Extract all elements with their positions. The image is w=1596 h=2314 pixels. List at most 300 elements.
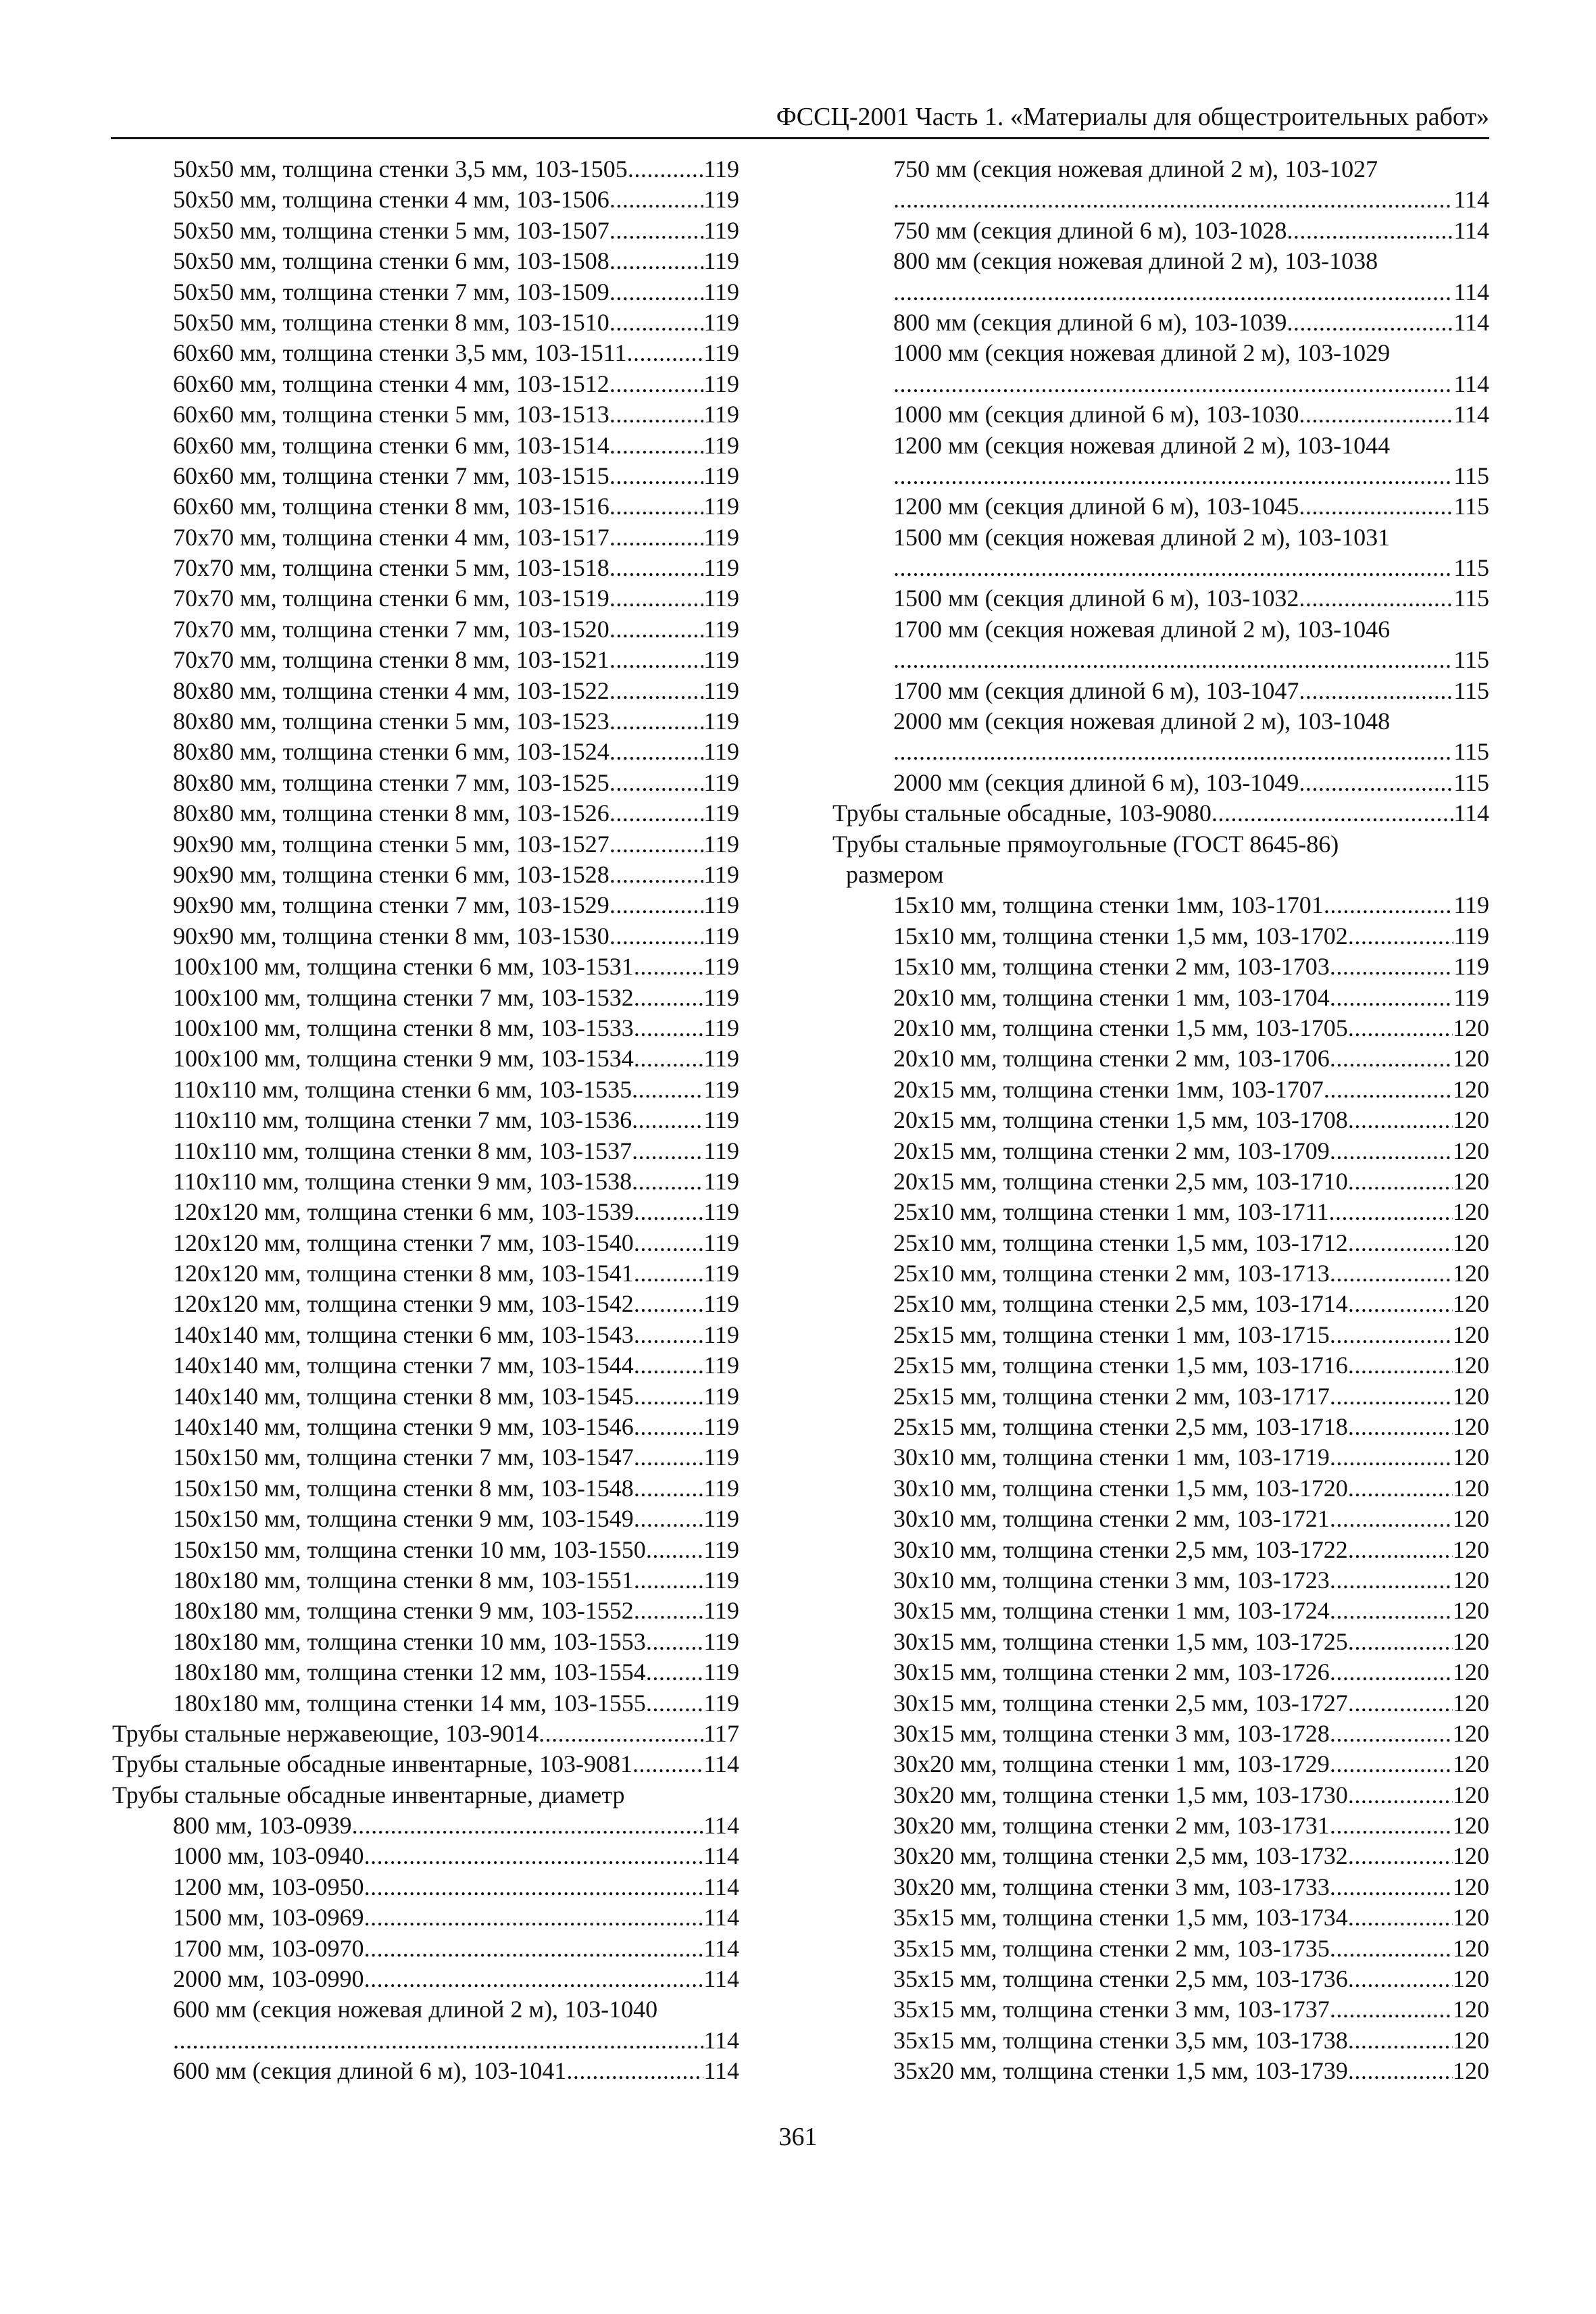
index-entry-page: 119 [1453, 983, 1489, 1011]
index-entry-page: 120 [1453, 1137, 1489, 1164]
index-column-left [112, 154, 739, 2087]
index-entry-page: 119 [703, 1260, 739, 1287]
index-entry [832, 1075, 1489, 1105]
index-entry [112, 1688, 739, 1719]
index-entry-label: 140x140 мм, толщина стенки 9 мм, 103-1546 [173, 1413, 634, 1441]
dot-leader [634, 1412, 704, 1442]
index-entry-label: 180x180 мм, толщина стенки 8 мм, 103-1551 [173, 1566, 634, 1594]
index-entry [112, 583, 739, 614]
index-entry [832, 1136, 1489, 1166]
dot-leader [893, 645, 1453, 675]
index-entry [832, 1902, 1489, 1933]
index-entry-label: 80x80 мм, толщина стенки 8 мм, 103-1526 [173, 799, 609, 827]
dot-leader [1348, 1412, 1453, 1442]
index-entry-label: 1000 мм (секция длиной 6 м), 103-1030 [893, 401, 1299, 428]
index-entry-page: 120 [1453, 1658, 1489, 1686]
index-entry [112, 277, 739, 307]
index-entry-page: 114 [703, 1842, 739, 1870]
index-entry [832, 553, 1489, 583]
index-entry [832, 1473, 1489, 1504]
index-entry-label: 15x10 мм, толщина стенки 2 мм, 103-1703 [893, 953, 1330, 981]
index-entry-label: 35x15 мм, толщина стенки 3 мм, 103-1737 [893, 1996, 1330, 2023]
index-entry-page: 119 [703, 308, 739, 336]
index-entry-label: 50x50 мм, толщина стенки 5 мм, 103-1507 [173, 216, 609, 244]
index-entry [112, 860, 739, 890]
index-entry-label: 30x10 мм, толщина стенки 1,5 мм, 103-1720 [893, 1474, 1348, 1502]
index-entry-page: 120 [1453, 1505, 1489, 1533]
dot-leader [1330, 1381, 1453, 1412]
index-entry-label: 35x15 мм, толщина стенки 3,5 мм, 103-1738 [893, 2026, 1348, 2054]
index-entry [112, 1075, 739, 1105]
index-entry-page: 114 [703, 1873, 739, 1900]
index-entry-label: 30x15 мм, толщина стенки 2,5 мм, 103-1727 [893, 1689, 1348, 1717]
index-entry-label: 1500 мм (секция ножевая длиной 2 м), 103-1031 [893, 523, 1391, 551]
index-entry [832, 1627, 1489, 1657]
index-entry-label: 1700 мм (секция длиной 6 м), 103-1047 [893, 676, 1299, 704]
index-entry-page: 119 [703, 186, 739, 214]
index-entry-page: 119 [703, 1566, 739, 1594]
index-entry-page: 120 [1453, 1597, 1489, 1625]
index-entry-page: 119 [703, 1014, 739, 1041]
dot-leader [609, 369, 704, 399]
index-entry-page: 120 [1453, 1904, 1489, 1931]
index-entry-page: 119 [703, 1627, 739, 1655]
dot-leader [609, 614, 704, 645]
index-entry-label: 30x10 мм, толщина стенки 2,5 мм, 103-1722 [893, 1535, 1348, 1563]
index-entry-label: 30x20 мм, толщина стенки 2,5 мм, 103-1732 [893, 1842, 1348, 1870]
index-entry-label: 1200 мм (секция длиной 6 м), 103-1045 [893, 493, 1299, 520]
index-entry-page: 120 [1453, 1075, 1489, 1103]
index-entry [112, 1442, 739, 1473]
index-entry-label: 600 мм (секция ножевая длиной 2 м), 103-1040 [173, 1996, 658, 2023]
dot-leader [1330, 1811, 1453, 1841]
index-entry-label: 50x50 мм, толщина стенки 4 мм, 103-1506 [173, 186, 609, 214]
index-entry [832, 583, 1489, 614]
index-entry-page: 120 [1453, 1290, 1489, 1318]
index-entry-label: 15x10 мм, толщина стенки 1мм, 103-1701 [893, 891, 1324, 919]
dot-leader [893, 737, 1453, 767]
index-entry-label: 70x70 мм, толщина стенки 7 мм, 103-1520 [173, 615, 609, 643]
index-entry-page: 119 [703, 708, 739, 735]
index-entry [832, 1412, 1489, 1442]
index-entry [112, 614, 739, 645]
index-entry [112, 890, 739, 920]
index-column-right [832, 154, 1489, 2087]
dot-leader [1330, 1504, 1453, 1534]
index-entry-label: 600 мм (секция длиной 6 м), 103-1041 [173, 2057, 567, 2085]
index-entry [832, 1688, 1489, 1719]
dot-leader [628, 154, 704, 184]
dot-leader [1348, 1228, 1453, 1258]
index-entry [112, 399, 739, 430]
index-entry-label: 20x10 мм, толщина стенки 1 мм, 103-1704 [893, 983, 1330, 1011]
index-entry-label: 80x80 мм, толщина стенки 6 мм, 103-1524 [173, 738, 609, 766]
index-entry [832, 522, 1489, 553]
index-entry-label: 60x60 мм, толщина стенки 7 мм, 103-1515 [173, 462, 609, 489]
index-entry-label: 1700 мм, 103-0970 [173, 1934, 364, 1962]
dot-leader [632, 1105, 703, 1135]
index-entry-label: 30x10 мм, толщина стенки 3 мм, 103-1723 [893, 1566, 1330, 1594]
dot-leader [609, 430, 704, 461]
index-entry [832, 1381, 1489, 1412]
index-entry-label: 50x50 мм, толщина стенки 3,5 мм, 103-1505 [173, 155, 628, 182]
dot-leader [352, 1811, 704, 1841]
index-entry-label: 35x15 мм, толщина стенки 2 мм, 103-1735 [893, 1934, 1330, 1962]
index-entry-page: 119 [703, 1075, 739, 1103]
index-entry-page: 119 [703, 1352, 739, 1379]
index-entry [832, 1841, 1489, 1871]
index-entry [112, 1504, 739, 1534]
index-entry-label: 25x10 мм, толщина стенки 1 мм, 103-1711 [893, 1198, 1329, 1226]
index-entry [112, 1811, 739, 1841]
index-entry-label: 15x10 мм, толщина стенки 1,5 мм, 103-1702 [893, 922, 1348, 950]
index-entry-page: 119 [703, 615, 739, 643]
index-entry [112, 1473, 739, 1504]
index-entry-page: 120 [1453, 1260, 1489, 1287]
dot-leader [632, 1166, 703, 1197]
index-entry [112, 798, 739, 829]
index-entry-label: 180x180 мм, толщина стенки 12 мм, 103-1554 [173, 1658, 646, 1686]
index-entry-page: 119 [703, 1045, 739, 1073]
index-entry [832, 338, 1489, 368]
index-entry [112, 2056, 739, 2086]
dot-leader [634, 1381, 704, 1412]
dot-leader [646, 1535, 704, 1565]
dot-leader [609, 860, 704, 890]
index-entry-page: 119 [703, 1505, 739, 1533]
index-entry [112, 216, 739, 246]
index-entry-label: 180x180 мм, толщина стенки 14 мм, 103-1555 [173, 1689, 646, 1717]
dot-leader [364, 1902, 704, 1933]
index-entry-page: 120 [1453, 1382, 1489, 1410]
index-entry-label: 80x80 мм, толщина стенки 7 мм, 103-1525 [173, 768, 609, 796]
index-entry-page: 119 [703, 431, 739, 459]
index-entry [832, 860, 1489, 890]
index-entry-page: 114 [703, 1965, 739, 1993]
dot-leader [1348, 1902, 1453, 1933]
index-entry-label: Трубы стальные обсадные, 103-9080 [832, 799, 1212, 827]
index-entry [112, 676, 739, 706]
index-entry-label: 140x140 мм, толщина стенки 7 мм, 103-1544 [173, 1352, 634, 1379]
dot-leader [1348, 921, 1454, 952]
index-entry [112, 369, 739, 399]
dot-leader [1348, 2025, 1453, 2056]
index-entry [832, 1964, 1489, 1994]
index-entry [832, 399, 1489, 430]
dot-leader [1330, 1657, 1453, 1688]
index-entry [832, 154, 1489, 184]
dot-leader [1330, 1596, 1453, 1626]
index-entry-page: 115 [1453, 676, 1489, 704]
index-entry-page: 119 [1453, 891, 1489, 919]
index-entry-label: 25x10 мм, толщина стенки 1,5 мм, 103-1712 [893, 1229, 1348, 1256]
dot-leader [609, 829, 704, 860]
index-entry [832, 430, 1489, 461]
index-entry-label: 1700 мм (секция ножевая длиной 2 м), 103-1046 [893, 615, 1391, 643]
index-entry-label: 30x10 мм, толщина стенки 1 мм, 103-1719 [893, 1444, 1330, 1471]
index-entry-label: 110x110 мм, толщина стенки 6 мм, 103-1535 [173, 1075, 632, 1103]
index-entry-page: 119 [703, 585, 739, 612]
index-entry-label: Трубы стальные обсадные инвентарные, диаметр [112, 1781, 625, 1808]
index-entry-label: 180x180 мм, толщина стенки 10 мм, 103-1553 [173, 1627, 646, 1655]
index-entry-label: 30x20 мм, толщина стенки 1 мм, 103-1729 [893, 1750, 1330, 1778]
index-entry-label: 100x100 мм, толщина стенки 6 мм, 103-1531 [173, 953, 634, 981]
dot-leader [1348, 2056, 1453, 2086]
index-entry [832, 246, 1489, 276]
index-entry [832, 1197, 1489, 1227]
dot-leader [1330, 1442, 1453, 1473]
index-entry [832, 1320, 1489, 1350]
index-entry-page: 114 [1453, 278, 1489, 305]
index-entry-page: 119 [703, 1535, 739, 1563]
index-entry-page: 119 [703, 1658, 739, 1686]
index-entry-page: 119 [703, 1290, 739, 1318]
dot-leader [364, 1934, 704, 1964]
dot-leader [364, 1841, 704, 1871]
dot-leader [1287, 216, 1453, 246]
index-entry-page: 119 [703, 983, 739, 1011]
index-entry-label: 100x100 мм, толщина стенки 8 мм, 103-1533 [173, 1014, 634, 1041]
index-entry-label: 70x70 мм, толщина стенки 4 мм, 103-1517 [173, 523, 609, 551]
index-entry-page: 119 [703, 768, 739, 796]
index-entry-label: 150x150 мм, толщина стенки 9 мм, 103-1549 [173, 1505, 634, 1533]
index-entry [832, 1105, 1489, 1135]
index-entry [112, 1872, 739, 1902]
index-entry [112, 246, 739, 276]
index-entry [112, 1596, 739, 1626]
dot-leader [634, 1043, 704, 1074]
dot-leader [1330, 1258, 1453, 1289]
dot-leader [609, 307, 704, 338]
index-entry-page: 120 [1453, 1627, 1489, 1655]
index-entry-label: 80x80 мм, толщина стенки 5 мм, 103-1523 [173, 708, 609, 735]
dot-leader [893, 553, 1453, 583]
dot-leader [893, 184, 1453, 215]
dot-leader [1348, 1105, 1453, 1135]
dot-leader [634, 1228, 704, 1258]
index-entry-page: 120 [1453, 1965, 1489, 1993]
dot-leader [893, 369, 1453, 399]
dot-leader [539, 1719, 703, 1749]
index-entry-label: 110x110 мм, толщина стенки 8 мм, 103-1537 [173, 1137, 632, 1164]
index-entry-page: 120 [1453, 1352, 1489, 1379]
index-entry-label: 25x10 мм, толщина стенки 2,5 мм, 103-1714 [893, 1290, 1348, 1318]
index-entry-label: 100x100 мм, толщина стенки 9 мм, 103-1534 [173, 1045, 634, 1073]
index-entry [832, 768, 1489, 798]
index-entry-label: 60x60 мм, толщина стенки 3,5 мм, 103-1511 [173, 339, 627, 367]
dot-leader [609, 890, 704, 920]
dot-leader [1330, 1934, 1453, 1964]
index-entry [112, 1565, 739, 1596]
index-entry-label: 60x60 мм, толщина стенки 6 мм, 103-1514 [173, 431, 609, 459]
index-entry-label: 110x110 мм, толщина стенки 7 мм, 103-1536 [173, 1106, 632, 1134]
index-entry [112, 338, 739, 368]
dot-leader [609, 216, 704, 246]
index-entry-page: 120 [1453, 1474, 1489, 1502]
index-entry-label: 1500 мм, 103-0969 [173, 1904, 364, 1931]
index-entry [112, 1964, 739, 1994]
index-entry [832, 1565, 1489, 1596]
index-entry [112, 829, 739, 860]
index-entry-label: 800 мм (секция длиной 6 м), 103-1039 [893, 308, 1287, 336]
index-entry-label: 110x110 мм, толщина стенки 9 мм, 103-1538 [173, 1167, 632, 1195]
index-entry-label: 50x50 мм, толщина стенки 6 мм, 103-1508 [173, 247, 609, 275]
index-entry [112, 1412, 739, 1442]
index-entry-label: 150x150 мм, толщина стенки 7 мм, 103-1547 [173, 1444, 634, 1471]
index-entry-page: 115 [1453, 554, 1489, 582]
index-entry-label: 30x15 мм, толщина стенки 1,5 мм, 103-1725 [893, 1627, 1348, 1655]
dot-leader [1299, 583, 1453, 614]
dot-leader [609, 491, 704, 522]
index-entry-page: 119 [703, 462, 739, 489]
index-entry-page: 120 [1453, 1873, 1489, 1900]
dot-leader [1299, 491, 1453, 522]
index-entry [112, 921, 739, 952]
index-entry-page: 120 [1453, 1535, 1489, 1563]
index-entry-page: 119 [703, 523, 739, 551]
dot-leader [634, 1320, 704, 1350]
index-entry [832, 983, 1489, 1013]
header-rule [111, 137, 1489, 139]
index-entry-label: 30x15 мм, толщина стенки 1 мм, 103-1724 [893, 1597, 1330, 1625]
index-entry [832, 706, 1489, 737]
index-entry [112, 952, 739, 982]
index-entry-label: 50x50 мм, толщина стенки 7 мм, 103-1509 [173, 278, 609, 305]
index-entry-page: 119 [703, 278, 739, 305]
index-entry [832, 614, 1489, 645]
index-entry-page: 119 [1453, 922, 1489, 950]
index-entry [832, 829, 1489, 860]
dot-leader [634, 1565, 704, 1596]
index-entry-label: 25x15 мм, толщина стенки 2 мм, 103-1717 [893, 1382, 1330, 1410]
index-entry-page: 120 [1453, 1566, 1489, 1594]
dot-leader [609, 921, 704, 952]
index-entry-page: 115 [1453, 646, 1489, 674]
index-entry-page: 119 [703, 860, 739, 888]
index-entry [832, 1934, 1489, 1964]
index-entry-page: 120 [1453, 2026, 1489, 2054]
index-entry [112, 1166, 739, 1197]
index-entry-page: 114 [703, 1934, 739, 1962]
index-entry [112, 1105, 739, 1135]
dot-leader [609, 553, 704, 583]
index-entry [832, 1258, 1489, 1289]
dot-leader [1328, 1197, 1453, 1227]
index-entry-label: 1500 мм (секция длиной 6 м), 103-1032 [893, 585, 1299, 612]
dot-leader [1348, 1841, 1453, 1871]
index-entry [112, 1780, 739, 1811]
index-entry-label: 2000 мм (секция длиной 6 м), 103-1049 [893, 768, 1299, 796]
dot-leader [646, 1657, 704, 1688]
index-entry-label: 20x15 мм, толщина стенки 2,5 мм, 103-1710 [893, 1167, 1348, 1195]
index-entry [112, 1289, 739, 1319]
index-entry-label: 20x15 мм, толщина стенки 2 мм, 103-1709 [893, 1137, 1330, 1164]
dot-leader [609, 676, 704, 706]
index-entry-label: 35x15 мм, толщина стенки 1,5 мм, 103-1734 [893, 1904, 1348, 1931]
index-entry [112, 1841, 739, 1871]
index-entry-page: 115 [1453, 462, 1489, 489]
index-entry [832, 1657, 1489, 1688]
index-entry-page: 119 [703, 891, 739, 919]
index-entry [832, 1228, 1489, 1258]
index-entry-label: размером [846, 860, 944, 888]
index-entry-page: 114 [703, 1750, 739, 1778]
index-entry-label: 25x15 мм, толщина стенки 1 мм, 103-1715 [893, 1321, 1330, 1348]
index-entry-label: 30x20 мм, толщина стенки 3 мм, 103-1733 [893, 1873, 1330, 1900]
index-entry-page: 120 [1453, 2057, 1489, 2085]
dot-leader [609, 737, 704, 767]
index-entry-page: 120 [1453, 1750, 1489, 1778]
index-entry-page: 119 [703, 1137, 739, 1164]
index-entry [112, 768, 739, 798]
index-entry [832, 1596, 1489, 1626]
index-entry [832, 1994, 1489, 2025]
index-entry-page: 119 [703, 1597, 739, 1625]
index-entry-page: 119 [703, 646, 739, 674]
index-entry [112, 154, 739, 184]
index-entry-label: 20x15 мм, толщина стенки 1,5 мм, 103-1708 [893, 1106, 1348, 1134]
index-entry-page: 119 [703, 1382, 739, 1410]
index-entry-page: 114 [1453, 216, 1489, 244]
index-entry [112, 1197, 739, 1227]
index-entry-label: 35x15 мм, толщина стенки 2,5 мм, 103-1736 [893, 1965, 1348, 1993]
index-entry [832, 1872, 1489, 1902]
index-entry [832, 1749, 1489, 1779]
index-entry-label: 750 мм (секция ножевая длиной 2 м), 103-1027 [893, 155, 1378, 182]
index-entry [112, 2025, 739, 2056]
index-entry [832, 1013, 1489, 1043]
index-entry [832, 737, 1489, 767]
index-entry-label: 750 мм (секция длиной 6 м), 103-1028 [893, 216, 1287, 244]
dot-leader [609, 277, 704, 307]
dot-leader [609, 522, 704, 553]
index-entry-page: 119 [703, 1474, 739, 1502]
dot-leader [1330, 1994, 1453, 2025]
index-entry-label: 30x20 мм, толщина стенки 1,5 мм, 103-1730 [893, 1781, 1348, 1808]
index-entry [832, 1535, 1489, 1565]
dot-leader [634, 1197, 704, 1227]
dot-leader [566, 2056, 703, 2086]
index-entry [112, 1627, 739, 1657]
index-entry-label: 140x140 мм, толщина стенки 6 мм, 103-1543 [173, 1321, 634, 1348]
index-entry-page: 119 [703, 216, 739, 244]
index-entry-page: 119 [703, 370, 739, 397]
index-entry-page: 119 [1453, 953, 1489, 981]
index-entry-label: 20x10 мм, толщина стенки 2 мм, 103-1706 [893, 1045, 1330, 1073]
index-entry-page: 120 [1453, 1413, 1489, 1441]
index-entry-label: 60x60 мм, толщина стенки 5 мм, 103-1513 [173, 401, 609, 428]
index-entry-label: 90x90 мм, толщина стенки 8 мм, 103-1530 [173, 922, 609, 950]
index-entry-page: 120 [1453, 1444, 1489, 1471]
index-entry [112, 645, 739, 675]
index-entry-page: 120 [1453, 1229, 1489, 1256]
index-entry-page: 119 [703, 554, 739, 582]
index-entry-page: 119 [703, 738, 739, 766]
dot-leader [609, 798, 704, 829]
index-entry-label: 120x120 мм, толщина стенки 8 мм, 103-1541 [173, 1260, 634, 1287]
index-entry [832, 798, 1489, 829]
index-entry [832, 921, 1489, 952]
index-entry [112, 1749, 739, 1779]
index-entry-label: 800 мм (секция ножевая длиной 2 м), 103-1038 [893, 247, 1378, 275]
dot-leader [1348, 1013, 1453, 1043]
dot-leader [1348, 1627, 1453, 1657]
index-entry-label: 70x70 мм, толщина стенки 8 мм, 103-1521 [173, 646, 609, 674]
index-entry [832, 461, 1489, 491]
index-entry [112, 430, 739, 461]
index-entry [112, 1320, 739, 1350]
index-entry-page: 119 [703, 1106, 739, 1134]
